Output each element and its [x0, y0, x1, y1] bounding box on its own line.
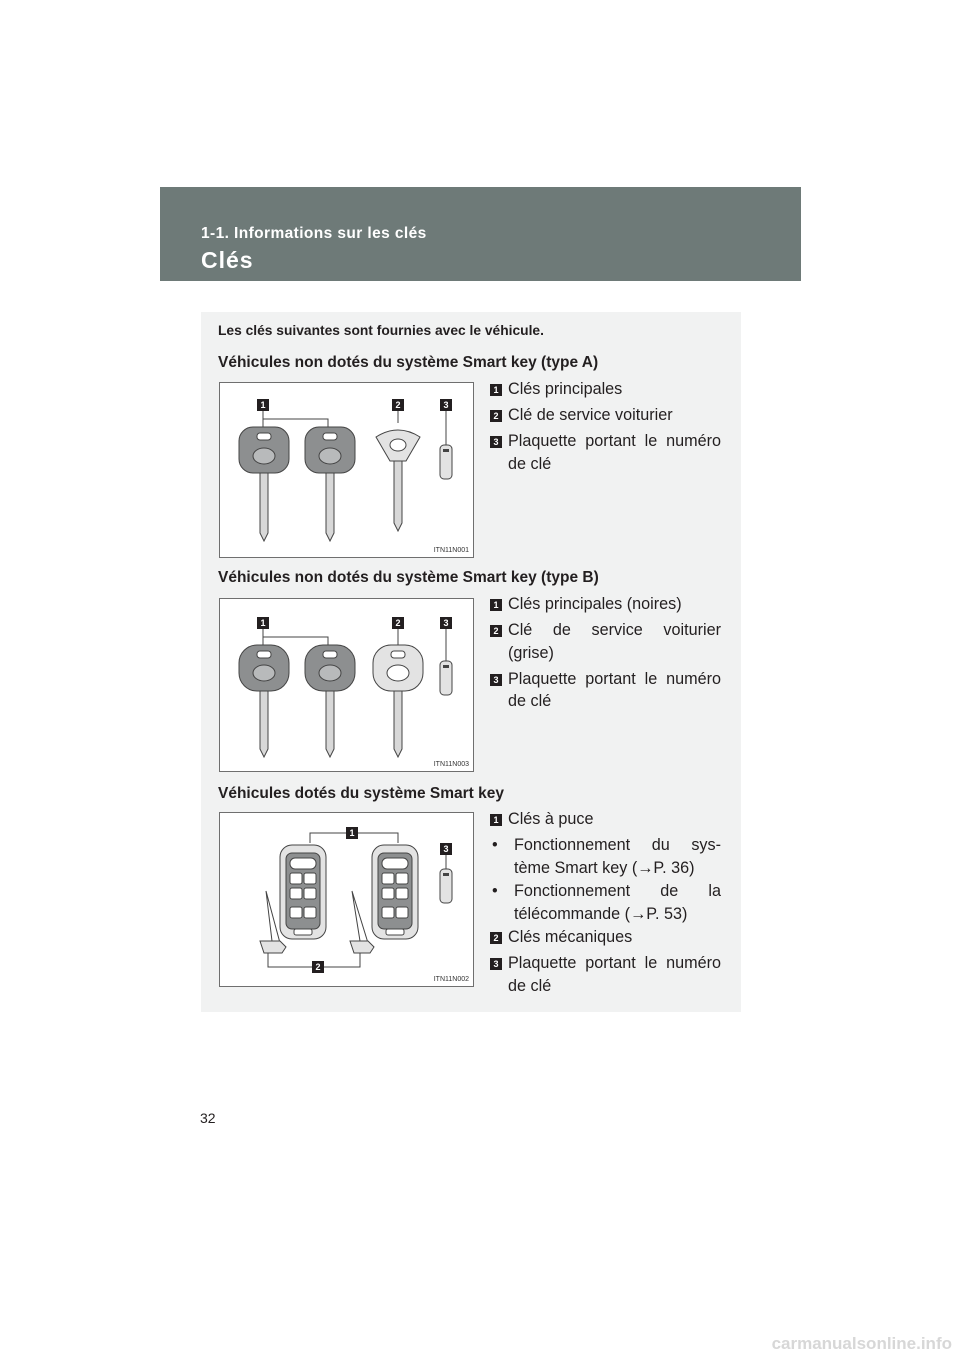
- list-item: 3 Plaquette portant le numéro de clé: [489, 430, 721, 475]
- section-header: [160, 187, 801, 281]
- intro-text: Les clés suivantes sont fournies avec le véhicule.: [218, 323, 544, 338]
- page-reference-link[interactable]: →P. 36): [637, 858, 695, 877]
- figure-keys-type-a: [219, 382, 474, 558]
- page-reference-link[interactable]: →P. 53): [630, 904, 688, 923]
- list-item: 1 Clés à puce: [489, 808, 721, 831]
- watermark: carmanualsonline.info: [771, 1334, 952, 1353]
- item-list-type-a: [489, 378, 721, 479]
- list-item: 2 Clés mécaniques: [489, 926, 721, 949]
- item-list-type-b: [489, 593, 721, 716]
- page-number: 32: [200, 1110, 216, 1126]
- figure-smart-keys: [219, 812, 474, 987]
- figure-code: ITN11N003: [433, 761, 469, 768]
- keys-type-b-illustration: [220, 599, 475, 773]
- svg-text:1: 1: [349, 828, 355, 838]
- heading-type-a: Véhicules non dotés du système Smart key (type A): [218, 354, 599, 371]
- item-list-smart-key: [489, 808, 721, 1001]
- list-item: 3 Plaquette portant le numéro de clé: [489, 668, 721, 713]
- figure-keys-type-b: [219, 598, 474, 772]
- heading-type-b: Véhicules non dotés du système Smart key (type B): [218, 569, 599, 586]
- content-panel: [201, 312, 741, 1012]
- list-item: 2 Clé de service voiturier: [489, 404, 721, 427]
- svg-text:2: 2: [315, 962, 321, 972]
- list-subitem: • Fonctionnement de la télécommande (→P. 53): [492, 882, 721, 923]
- figure-code: ITN11N002: [433, 976, 469, 983]
- section-label: 1-1. Informations sur les clés: [201, 225, 427, 242]
- svg-text:3: 3: [443, 618, 449, 628]
- list-item: 1 Clés principales: [489, 378, 721, 401]
- svg-text:2: 2: [395, 618, 401, 628]
- figure-code: ITN11N001: [433, 547, 469, 554]
- list-subitem: • Fonctionnement du sys-tème Smart key (→P. 36): [492, 836, 721, 877]
- svg-text:3: 3: [443, 400, 449, 410]
- list-item: 1 Clés principales (noires): [489, 593, 721, 616]
- list-item: 2 Clé de service voiturier (grise): [489, 619, 721, 664]
- svg-text:3: 3: [443, 844, 449, 854]
- smart-keys-illustration: [220, 813, 475, 988]
- page-title: Clés: [201, 247, 254, 273]
- heading-smart-key: Véhicules dotés du système Smart key: [218, 785, 505, 802]
- keys-type-a-illustration: [220, 383, 475, 559]
- svg-text:1: 1: [260, 400, 266, 410]
- svg-text:1: 1: [260, 618, 266, 628]
- svg-text:2: 2: [395, 400, 401, 410]
- list-item: 3 Plaquette portant le numéro de clé: [489, 952, 721, 997]
